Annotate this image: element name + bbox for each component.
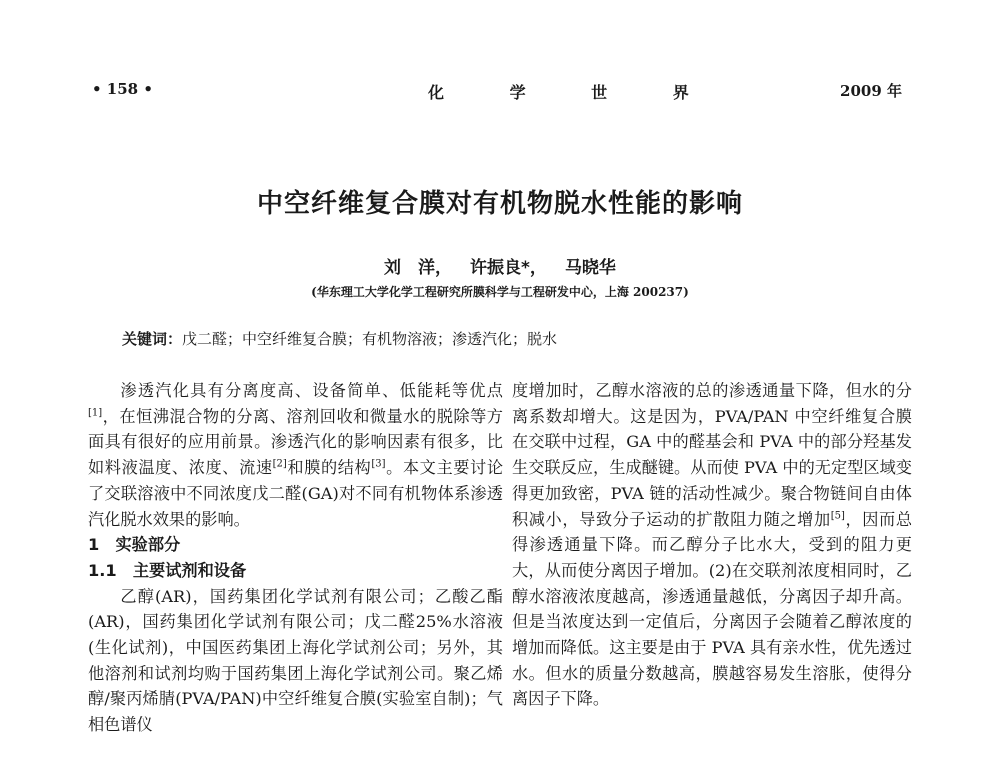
author-1: 刘 洋， xyxy=(384,258,453,278)
publication-year: 2009 年 xyxy=(840,82,902,100)
author-2: 许振良*， xyxy=(470,258,547,278)
author-3: 马晓华 xyxy=(564,258,616,278)
results-text-a: 度增加时，乙醇水溶液的总的渗透通量下降，但水的分离系数却增大。这是因为，PVA/PAN 中空纤维复合膜在交联中过程，GA 中的醛基会和 PVA 中的部分羟基发生交联反应，生成醚键。从而使 PVA 中的无定型区域变得更加致密，PVA 链的活动性减少。聚合物链间自由体积减小，导致分子运动的扩散阻力随之增加 xyxy=(512,381,912,529)
keywords-line xyxy=(122,328,557,349)
reagents-paragraph: 乙醇(AR)，国药集团化学试剂有限公司；乙酸乙酯(AR)，国药集团化学试剂有限公司；戊二醛25%水溶液(生化试剂)，中国医药集团上海化学试剂公司；另外，其他溶剂和试剂均购于国药集团上海化学试剂公司。聚乙烯醇/聚丙烯腈(PVA/PAN)中空纤维复合膜(实验室自制)；气相色谱仪 xyxy=(88,586,503,735)
citation-5: [5] xyxy=(830,510,845,522)
intro-text-d: 。本文主要讨论了交联溶液中不同浓度戊二醛(GA)对不同有机物体系渗透汽化脱水效果的影响。 xyxy=(88,458,504,529)
intro-text-a: 渗透汽化具有分离度高、设备简单、低能耗等优点 xyxy=(120,381,503,400)
right-column xyxy=(512,378,912,712)
results-text-b: ，因而总得渗透通量下降。而乙醇分子比水大，受到的阻力更大，从而使分离因子增加。(2)在交联剂浓度相同时，乙醇水溶液浓度越高，渗透通量越低，分离因子却升高。但是当浓度达到一定值后，分离因子会随着乙醇浓度的增加而降低。这主要是由于 PVA 具有亲水性，优先透过水。但水的质量分数越高，膜越容易发生溶胀，使得分离因子下降。 xyxy=(512,509,913,709)
intro-text-c: 和膜的结构 xyxy=(286,458,372,478)
keywords-label: 关键词： xyxy=(122,330,183,348)
page-number: • 158 • xyxy=(92,80,153,98)
citation-3: [3] xyxy=(371,458,386,470)
keywords-text: 戊二醛；中空纤维复合膜；有机物溶液；渗透汽化；脱水 xyxy=(182,330,558,348)
left-column xyxy=(88,378,503,738)
citation-1: [1] xyxy=(88,407,103,419)
results-paragraph xyxy=(512,378,912,712)
affiliation: (华东理工大学化学工程研究所膜科学与工程研发中心，上海 200237) xyxy=(311,285,689,299)
section-heading-1-1: 1.1 主要试剂和设备 xyxy=(88,560,247,580)
citation-2: [2] xyxy=(272,458,287,470)
section-heading-1: 1 实验部分 xyxy=(88,535,181,555)
author-list xyxy=(0,253,1000,278)
journal-name: 化 学 世 界 xyxy=(428,83,719,102)
intro-paragraph xyxy=(88,378,503,532)
intro-text-b: ，在恒沸混合物的分离、溶剂回收和微量水的脱除等方面具有很好的应用前景。渗透汽化的影响因素有很多，比如料液温度、浓度、流速 xyxy=(88,406,503,478)
article-title: 中空纤维复合膜对有机物脱水性能的影响 xyxy=(256,189,743,219)
